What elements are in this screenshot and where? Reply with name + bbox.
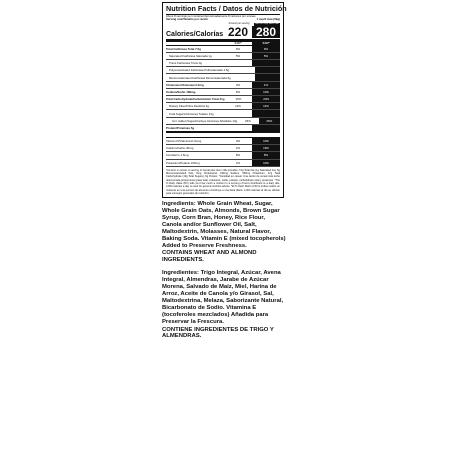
nutrient-name: Protein/Proteínas 5g [166, 125, 195, 130]
dv-header: % DV* [234, 41, 242, 45]
calories-row [166, 26, 280, 42]
calories-with-milk: 280 [252, 26, 280, 38]
nutrient-name: Vitamin D/Vitamina D 0mcg [166, 139, 202, 144]
nutrient-row [166, 125, 280, 133]
col-header-cereal: Amount per serving [228, 21, 250, 25]
allergen-statement-english: CONTAINS WHEAT AND ALMOND INGREDIENTS. [162, 250, 257, 264]
nutrient-dv: 8% [235, 89, 241, 94]
vitamin-list [166, 138, 280, 167]
nutrient-dv: 5% [235, 54, 241, 58]
nutrient-list [166, 46, 280, 133]
nutrient-row [166, 160, 280, 167]
calories-cereal: 220 [227, 24, 249, 39]
nutrient-name: Total Fat/Grasa Total 7.5g [166, 46, 201, 51]
calories-label: Calories/Calorías [166, 30, 224, 38]
ingredients-english: Ingredients: Whole Grain Wheat, Sugar, Whole Grain Oats, Almonds, Brown Sugar Syrup, Corn Bran, Honey, Rice Flour, Canola and/or Sunflower Oil, Salt, Maltodextrin, Molasses, Natural Flavor, Baking Soda. Vitamin E (mixed tocopherols) Added to Preserve Freshness. [162, 201, 286, 249]
nutrition-panel [162, 2, 286, 446]
nutrition-facts-box [162, 2, 287, 198]
nutrient-row [166, 103, 280, 110]
nutrient-dv: 14% [235, 104, 241, 109]
nutrient-name: Total Carbohydrate/Carbohidrato Total 41g [166, 97, 225, 102]
dv-header-milk: % DV* [252, 42, 280, 45]
nutrient-row [166, 46, 280, 53]
nutrient-name: Sodium/Sodio 180mg [166, 89, 196, 94]
nutrient-row [166, 89, 280, 96]
nutrient-row [166, 74, 280, 81]
nutrient-name: Calcium/Calcio 30mg [166, 146, 194, 151]
nutrient-dv: 0% [235, 82, 241, 87]
nutrient-dv-with-milk: 26% [259, 118, 280, 124]
footnote: *Amount in cereal. A serving of cereal plus skim milk provides 7.5g Total Fat (1g Saturated Fat, 5g Monounsaturated Fat), 5mg Cholesterol, 230mg Sodium, 350mg Potassium, 47g Total Carbohydrate (19g Total Sugars), 9g Protein. *Cantidad en cereal. Una ración de cereal más leche descremada proporciona grasa total, colesterol, sodio, potasio, carbohidrato total y proteínas. *The % Daily Value (DV) tells you how much a nutrient in a serving of food contributes to a daily diet. 2,000 calories a day is used for general nutrition advice. *El % Valor Diario (VD) le indica cuánto un nutriente en una porción de alimento contribuye a una dieta diaria. 2,000 calorías al día se utilizan para consejos generales de nutrición. [166, 168, 280, 195]
nutrient-dv-with-milk [252, 110, 280, 116]
ingredients-section [162, 201, 286, 340]
nutrient-row [166, 138, 280, 145]
nutrient-name: Incl. Added Sugars/Incluye Azúcares Añadidos 13g [172, 118, 238, 123]
nutrient-dv: 15% [235, 97, 242, 102]
nutrient-row [166, 118, 280, 125]
nutrient-row [166, 110, 280, 117]
nutrient-name: Trans Fat/Grasa Trans 0g [169, 61, 202, 66]
nutrient-dv-with-milk [252, 125, 280, 131]
allergen-statement-spanish: CONTIENE INGREDIENTES DE TRIGO Y ALMENDRAS. [162, 326, 274, 340]
nutrient-row [166, 82, 280, 89]
nutrient-dv-with-milk: 8% [252, 152, 280, 158]
nutrient-row [166, 152, 280, 159]
nutrient-dv: 8% [235, 153, 241, 158]
nutrient-dv-with-milk: 20% [252, 96, 280, 102]
nutrition-title: Nutrition Facts / Datos de Nutrición [166, 4, 287, 13]
serving-size-label: Serving size/Tamaño por ración [166, 17, 209, 22]
nutrient-name: Potassium/Potasio 150mg [166, 160, 200, 165]
nutrient-dv-with-milk: 1% [252, 82, 280, 88]
nutrient-name: Cholesterol/Colesterol 0mg [166, 82, 204, 87]
serving-size-value: 1 cup/1 taza (59g) [256, 17, 280, 22]
nutrient-dv-with-milk: 5% [252, 53, 280, 59]
nutrient-row [166, 67, 280, 74]
nutrient-dv: 9% [235, 46, 241, 51]
nutrient-dv-with-milk: 10% [252, 138, 280, 144]
ingredients-spanish: Ingredientes: Trigo Integral, Azúcar, Avena Integral, Almendras, Jarabe de Azúcar Morena, Salvado de Maíz, Miel, Harina de Arroz, Aceite de Canola y/o Girasol, Sal, Maltodextrina, Melaza, Saborizante Natural, Bicarbonato de Sodio. Vitamina E (tocoferoles mezclados) Añadida para Preservar la Frescura. [162, 270, 284, 325]
nutrient-name: Saturated Fat/Grasa Saturada 1g [169, 54, 212, 58]
nutrient-dv-with-milk: 15% [252, 145, 280, 151]
nutrient-dv-with-milk: 10% [252, 160, 280, 166]
nutrient-dv: 2% [235, 146, 241, 151]
nutrient-dv: 0% [235, 139, 241, 144]
nutrient-name: Polyunsaturated Fat/Grasa Poliinsaturada 1.5g [169, 68, 230, 73]
nutrient-dv-with-milk: 10% [252, 89, 280, 95]
nutrient-dv-with-milk: 9% [252, 46, 280, 52]
nutrient-name: Iron/Hierro 1.5mg [166, 153, 189, 158]
nutrient-dv: 26% [245, 118, 251, 123]
nutrient-row [166, 145, 280, 152]
nutrient-dv-with-milk [252, 60, 280, 66]
nutrient-dv: 4% [235, 160, 241, 165]
col-header-milk: with 1/2 cup skim milk [255, 21, 279, 25]
nutrient-name: Total Sugars/Azúcares Totales 13g [169, 111, 214, 116]
nutrient-row [166, 96, 280, 103]
nutrient-dv-with-milk: 14% [252, 103, 280, 109]
nutrient-name: Dietary Fiber/Fibra Dietética 4g [169, 104, 210, 109]
nutrient-dv-with-milk [255, 74, 280, 80]
nutrient-row [166, 60, 280, 67]
nutrient-row [166, 53, 280, 60]
nutrient-name: Monounsaturated Fat/Grasa Monoinsaturada 5g [169, 75, 231, 80]
nutrient-dv-with-milk [255, 67, 280, 73]
servings-per-container: About 8 servings per container/Aproximadamente 8 raciones por envase [166, 14, 256, 18]
